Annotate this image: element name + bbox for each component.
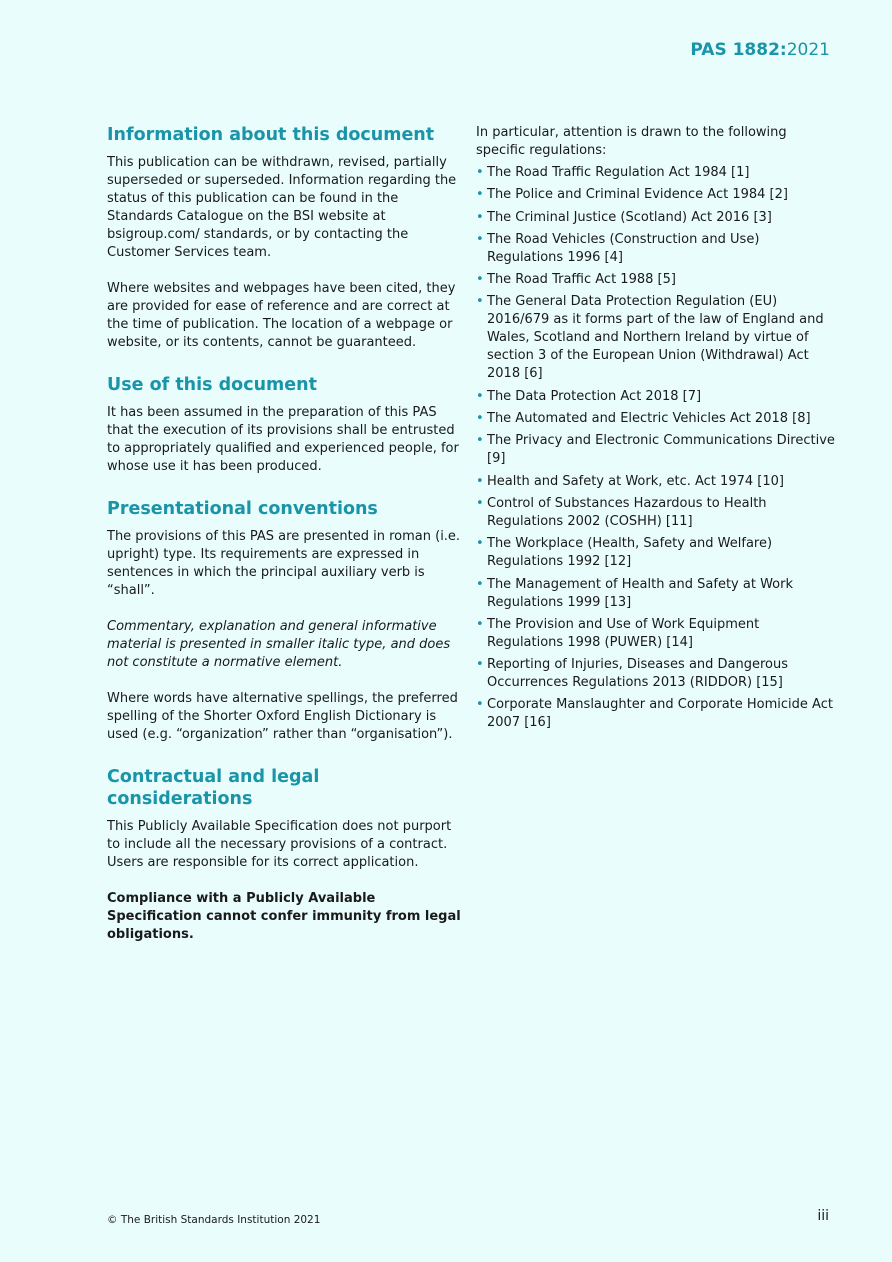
regulation-text: The Road Traffic Regulation Act 1984 [1] — [487, 165, 750, 180]
section-heading-use: Use of this document — [107, 375, 317, 395]
left-column — [107, 124, 463, 944]
regulation-item — [476, 209, 836, 227]
regulation-text: Reporting of Injuries, Diseases and Dangerous Occurrences Regulations 2013 (RIDDOR) [15] — [487, 657, 789, 691]
regulation-text: The Automated and Electric Vehicles Act 2018 [8] — [487, 411, 811, 427]
regulation-item — [476, 576, 836, 612]
footer-copyright: © The British Standards Institution 2021 — [107, 1214, 321, 1226]
regulation-item — [476, 410, 836, 428]
bullet-icon: • — [476, 536, 484, 552]
regulation-item — [476, 231, 836, 267]
section-heading-information: Information about this document — [107, 125, 435, 145]
regulation-text: The Privacy and Electronic Communications Directive [9] — [487, 433, 835, 467]
regulation-item — [476, 388, 836, 406]
regulation-text: The Police and Criminal Evidence Act 1984 [2] — [487, 187, 788, 203]
paragraph-spellings: Where words have alternative spellings, the preferred spelling of the Shorter Oxford English Dictionary is used (e.g. “organization” rather than “organisation”). — [107, 691, 458, 742]
regulation-item — [476, 293, 836, 383]
regulation-item — [476, 495, 836, 531]
regulation-text: The Workplace (Health, Safety and Welfare) Regulations 1992 [12] — [487, 536, 773, 570]
document-code-year: 2021 — [786, 40, 830, 60]
regulations-intro: In particular, attention is drawn to the following specific regulations: — [476, 125, 787, 158]
regulation-text: The General Data Protection Regulation (EU) 2016/679 as it forms part of the law of England and Wales, Scotland and Northern Ireland by virtue of section 3 of the European Union (Withdrawal) Act 2018 [6] — [487, 294, 824, 382]
regulation-item — [476, 164, 836, 182]
regulation-text: The Data Protection Act 2018 [7] — [487, 388, 702, 404]
bullet-icon: • — [476, 411, 484, 427]
paragraph-commentary: Commentary, explanation and general informative material is presented in smaller italic type, and does not constitute a normative element. — [107, 619, 451, 670]
bullet-icon: • — [476, 495, 484, 511]
regulation-item — [476, 616, 836, 652]
paragraph-compliance: Compliance with a Publicly Available Specification cannot confer immunity from legal obligations. — [107, 891, 461, 942]
bullet-icon: • — [476, 576, 484, 592]
regulation-text: The Criminal Justice (Scotland) Act 2016 [3] — [487, 209, 772, 225]
regulation-item — [476, 656, 836, 692]
paragraph-withdrawn: This publication can be withdrawn, revised, partially superseded or superseded. Information regarding the status of this publication can be found in the Standards Catalogue on the BSI website at bsigroup.com/ standards, or by contacting the Customer Services team. — [107, 155, 457, 260]
page-number: iii — [817, 1208, 829, 1224]
bullet-icon: • — [476, 294, 484, 310]
paragraph-roman: The provisions of this PAS are presented in roman (i.e. upright) type. Its requirements are expressed in sentences in which the principal auxiliary verb is “shall”. — [107, 529, 461, 598]
regulation-text: Corporate Manslaughter and Corporate Homicide Act 2007 [16] — [487, 697, 833, 731]
regulation-item — [476, 271, 836, 289]
document-code-number: PAS 1882: — [690, 40, 787, 60]
bullet-icon: • — [476, 657, 484, 673]
regulation-item — [476, 696, 836, 732]
regulation-text: The Road Vehicles (Construction and Use) Regulations 1996 [4] — [487, 231, 760, 265]
regulation-item — [476, 535, 836, 571]
regulation-text: Control of Substances Hazardous to Health Regulations 2002 (COSHH) [11] — [487, 495, 767, 529]
bullet-icon: • — [476, 209, 484, 225]
bullet-icon: • — [476, 473, 484, 489]
section-heading-presentational: Presentational conventions — [107, 499, 378, 519]
bullet-icon: • — [476, 388, 484, 404]
regulation-text: The Road Traffic Act 1988 [5] — [487, 272, 676, 288]
paragraph-contract: This Publicly Available Specification does not purport to include all the necessary provisions of a contract. Users are responsible for its correct application. — [107, 819, 452, 870]
regulation-text: Health and Safety at Work, etc. Act 1974 [10] — [487, 473, 784, 489]
section-heading-contractual: Contractual and legal considerations — [107, 767, 320, 809]
right-column — [476, 124, 836, 737]
paragraph-use: It has been assumed in the preparation of this PAS that the execution of its provisions shall be entrusted to appropriately qualified and experienced people, for whose use it has been produced. — [107, 405, 459, 474]
regulation-text: The Provision and Use of Work Equipment Regulations 1998 (PUWER) [14] — [487, 616, 760, 650]
bullet-icon: • — [476, 272, 484, 288]
bullet-icon: • — [476, 433, 484, 449]
bullet-icon: • — [476, 187, 484, 203]
regulation-text: The Management of Health and Safety at Work Regulations 1999 [13] — [487, 576, 793, 610]
bullet-icon: • — [476, 697, 484, 713]
document-code — [690, 40, 830, 60]
regulations-list — [476, 164, 836, 732]
bullet-icon: • — [476, 165, 484, 180]
paragraph-websites: Where websites and webpages have been cited, they are provided for ease of reference and are correct at the time of publication. The location of a webpage or website, or its contents, cannot be guaranteed. — [107, 281, 456, 350]
regulation-item — [476, 432, 836, 468]
bullet-icon: • — [476, 231, 484, 247]
regulation-item — [476, 473, 836, 491]
bullet-icon: • — [476, 616, 484, 632]
regulation-item — [476, 186, 836, 204]
